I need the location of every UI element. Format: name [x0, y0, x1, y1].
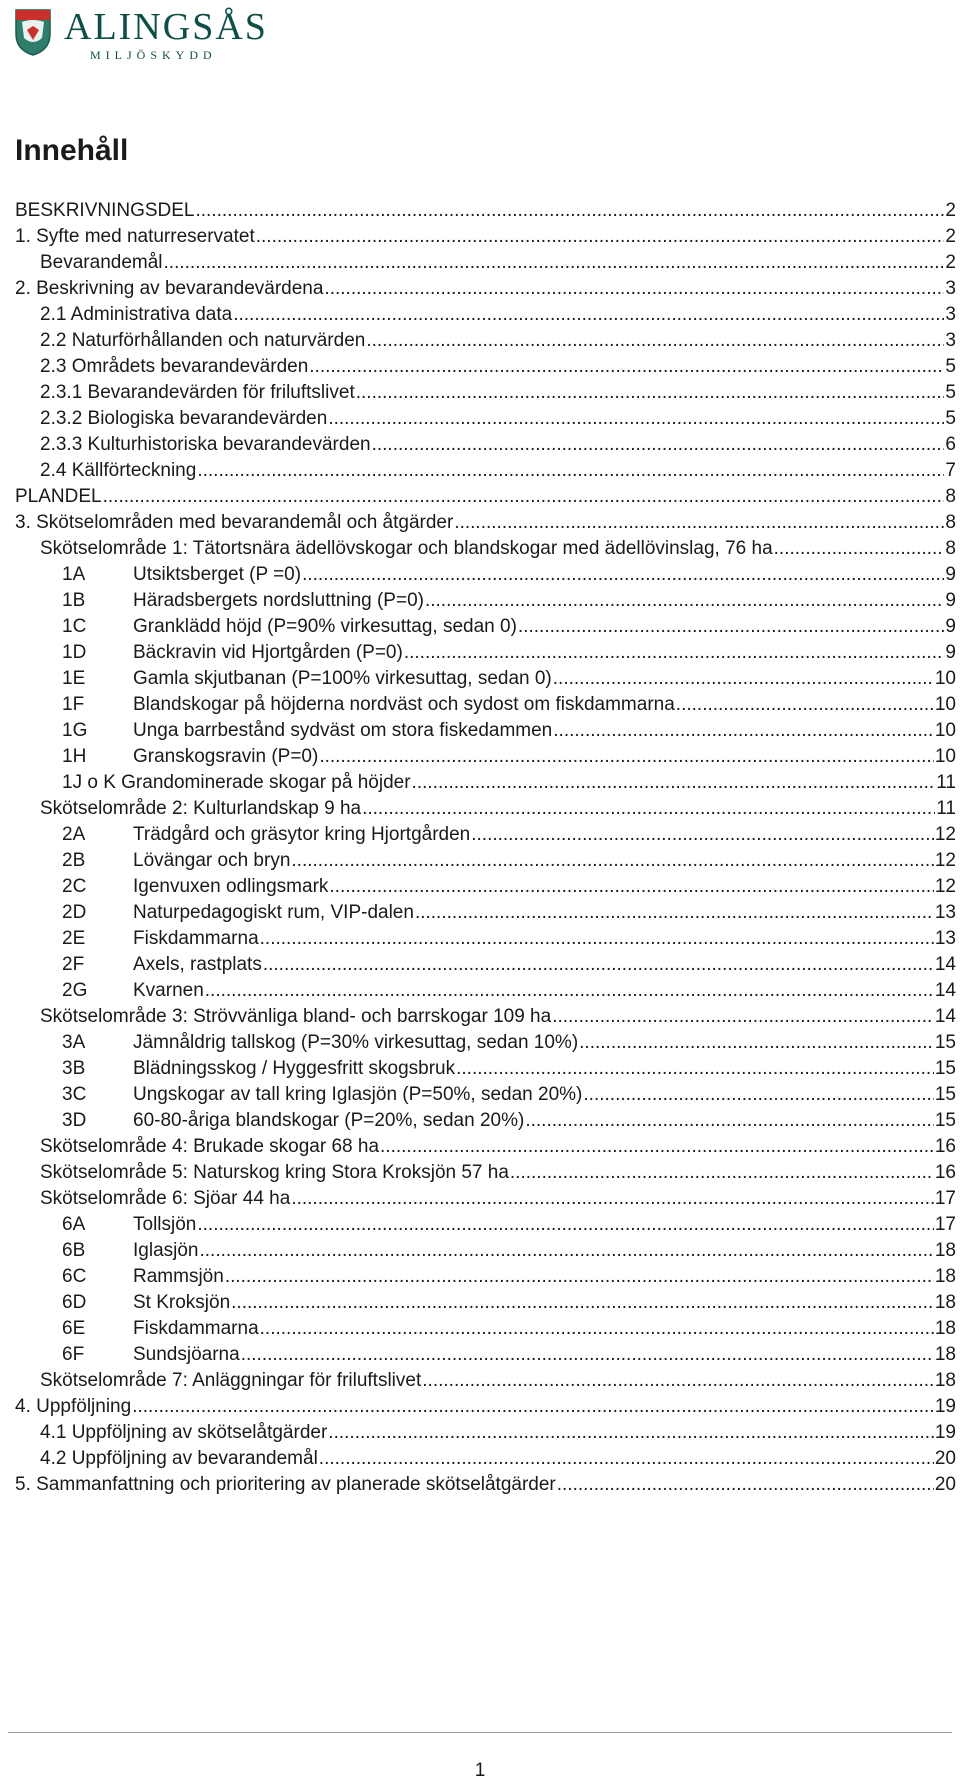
- toc-entry-page: 13: [934, 902, 956, 923]
- toc-entry-title: Igenvuxen odlingsmark: [133, 876, 329, 897]
- toc-entry-page: 13: [934, 928, 956, 949]
- toc-entry-title: Skötselområde 6: Sjöar 44 ha: [40, 1188, 291, 1209]
- toc-entry-page: 15: [934, 1032, 956, 1053]
- toc-entry-title: St Kroksjön: [133, 1292, 231, 1313]
- toc-entry-code: 1A: [62, 564, 86, 585]
- toc-entry-title: Sundsjöarna: [133, 1344, 240, 1365]
- footer-divider: [8, 1732, 952, 1733]
- toc-entry-code: 2G: [62, 980, 88, 1001]
- toc-entry-title: Bevarandemål: [40, 252, 163, 273]
- toc-entry[interactable]: [15, 1368, 956, 1394]
- toc-entry-title: 2.1 Administrativa data: [40, 304, 233, 325]
- dot-leader: [319, 1446, 934, 1472]
- toc-entry-title: Unga barrbestånd sydväst om stora fiskedammen: [133, 720, 553, 741]
- dot-leader: [197, 1212, 933, 1238]
- toc-entry[interactable]: [15, 1134, 956, 1160]
- toc-entry-title: 60-80-åriga blandskogar (P=20%, sedan 20%): [133, 1110, 525, 1131]
- toc-entry-page: 18: [934, 1266, 956, 1287]
- dot-leader: [328, 406, 944, 432]
- dot-leader: [263, 952, 934, 978]
- toc-entry-page: 11: [936, 772, 956, 793]
- dot-leader: [380, 1134, 934, 1160]
- dot-leader: [319, 744, 934, 770]
- toc-entry-code: 2B: [62, 850, 86, 871]
- dot-leader: [372, 432, 945, 458]
- dot-leader: [676, 692, 934, 718]
- toc-entry-page: 7: [945, 460, 956, 481]
- toc-entry-title: Gamla skjutbanan (P=100% virkesuttag, sedan 0): [133, 668, 552, 689]
- toc-entry-code: 3D: [62, 1110, 87, 1131]
- toc-entry-code: 6C: [62, 1266, 87, 1287]
- toc-entry[interactable]: [15, 1004, 956, 1030]
- toc-entry-title: Trädgård och gräsytor kring Hjortgården: [133, 824, 471, 845]
- toc-entry-code: 1E: [62, 668, 86, 689]
- toc-entry[interactable]: [15, 1030, 956, 1056]
- toc-entry-title: Granskogsravin (P=0): [133, 746, 319, 767]
- toc-entry[interactable]: [15, 328, 956, 354]
- toc-entry-page: 15: [934, 1058, 956, 1079]
- dot-leader: [774, 536, 945, 562]
- dot-leader: [583, 1082, 933, 1108]
- toc-entry-page: 11: [936, 798, 956, 819]
- toc-entry-page: 8: [945, 512, 956, 533]
- toc-entry-page: 2: [945, 252, 956, 273]
- toc-entry-title: Tollsjön: [133, 1214, 197, 1235]
- toc-entry[interactable]: [15, 770, 956, 796]
- toc-entry[interactable]: [15, 614, 956, 640]
- toc-entry-title: Naturpedagogiskt rum, VIP-dalen: [133, 902, 414, 923]
- toc-entry[interactable]: [15, 198, 956, 224]
- toc-entry[interactable]: [15, 1056, 956, 1082]
- toc-entry-page: 3: [945, 304, 956, 325]
- toc-entry[interactable]: [15, 1446, 956, 1472]
- toc-entry-title: Granklädd höjd (P=90% virkesuttag, sedan 0): [133, 616, 517, 637]
- page-number: 1: [474, 1760, 486, 1781]
- toc-entry-title: 2.3.3 Kulturhistoriska bevarandevärden: [40, 434, 371, 455]
- toc-entry[interactable]: [15, 432, 956, 458]
- toc-entry-title: Blädningsskog / Hyggesfritt skogsbruk: [133, 1058, 456, 1079]
- toc-entry-page: 18: [934, 1370, 956, 1391]
- toc-entry-page: 5: [945, 408, 956, 429]
- toc-entry[interactable]: [15, 1316, 956, 1342]
- toc-entry-title: Skötselområde 2: Kulturlandskap 9 ha: [40, 798, 362, 819]
- toc-entry-title: Häradsbergets nordsluttning (P=0): [133, 590, 424, 611]
- toc-entry-code: 2E: [62, 928, 86, 949]
- dot-leader: [328, 1420, 934, 1446]
- toc-entry-code: 6A: [62, 1214, 86, 1235]
- toc-entry-page: 14: [934, 1006, 956, 1027]
- toc-entry-page: 10: [934, 720, 956, 741]
- dot-leader: [260, 1316, 934, 1342]
- toc-entry[interactable]: [15, 224, 956, 250]
- toc-entry-page: 18: [934, 1292, 956, 1313]
- dot-leader: [196, 198, 945, 224]
- toc-entry-code: 3B: [62, 1058, 86, 1079]
- toc-entry[interactable]: [15, 744, 956, 770]
- toc-entry[interactable]: [15, 484, 956, 510]
- dot-leader: [454, 510, 944, 536]
- toc-entry[interactable]: [15, 1394, 956, 1420]
- dot-leader: [456, 1056, 934, 1082]
- toc-entry-page: 10: [934, 668, 956, 689]
- toc-entry-page: 9: [945, 616, 956, 637]
- toc-entry-title: Bäckravin vid Hjortgården (P=0): [133, 642, 403, 663]
- toc-entry[interactable]: [15, 666, 956, 692]
- dot-leader: [329, 874, 933, 900]
- toc-entry[interactable]: [15, 1160, 956, 1186]
- toc-entry-page: 8: [945, 538, 956, 559]
- toc-entry-code: 2D: [62, 902, 87, 923]
- toc-entry-code: 6D: [62, 1292, 87, 1313]
- toc-entry[interactable]: [15, 1082, 956, 1108]
- dot-leader: [362, 796, 935, 822]
- toc-entry-page: 16: [934, 1136, 956, 1157]
- toc-entry-title: Lövängar och bryn: [133, 850, 291, 871]
- toc-entry-code: 2A: [62, 824, 86, 845]
- toc-entry[interactable]: [15, 848, 956, 874]
- toc-entry-title: 2.2 Naturförhållanden och naturvärden: [40, 330, 366, 351]
- dot-leader: [103, 484, 945, 510]
- toc-entry[interactable]: [15, 302, 956, 328]
- toc-entry-page: 10: [934, 694, 956, 715]
- toc-entry-code: 1G: [62, 720, 88, 741]
- dot-leader: [579, 1030, 934, 1056]
- toc-entry-page: 3: [945, 278, 956, 299]
- toc-entry[interactable]: [15, 1186, 956, 1212]
- dot-leader: [205, 978, 934, 1004]
- toc-entry[interactable]: [15, 1420, 956, 1446]
- toc-entry-title: Kvarnen: [133, 980, 204, 1001]
- toc-entry-page: 6: [945, 434, 956, 455]
- toc-entry[interactable]: [15, 952, 956, 978]
- toc-entry-title: 5. Sammanfattning och prioritering av planerade skötselåtgärder: [15, 1474, 556, 1495]
- toc-entry-page: 17: [934, 1188, 956, 1209]
- dot-leader: [256, 224, 945, 250]
- toc-entry[interactable]: [15, 692, 956, 718]
- toc-entry-title: Iglasjön: [133, 1240, 199, 1261]
- toc-entry-page: 2: [945, 200, 956, 221]
- dot-leader: [302, 562, 944, 588]
- toc-entry-title: Skötselområde 1: Tätortsnära ädellövskogar och blandskogar med ädellövinslag, 76 ha: [40, 538, 773, 559]
- toc-entry[interactable]: [15, 250, 956, 276]
- dot-leader: [518, 614, 945, 640]
- toc-entry[interactable]: [15, 380, 956, 406]
- toc-entry-page: 20: [934, 1448, 956, 1469]
- dot-leader: [471, 822, 934, 848]
- dot-leader: [553, 718, 934, 744]
- toc-entry-title: 2.3.1 Bevarandevärden för friluftslivet: [40, 382, 355, 403]
- toc-entry-title: Blandskogar på höjderna nordväst och sydost om fiskdammarna: [133, 694, 675, 715]
- toc-entry-title: Skötselområde 5: Naturskog kring Stora Kroksjön 57 ha: [40, 1162, 509, 1183]
- toc-entry-title: Skötselområde 4: Brukade skogar 68 ha: [40, 1136, 380, 1157]
- toc-entry-code: 1D: [62, 642, 87, 663]
- toc-entry[interactable]: [15, 1108, 956, 1134]
- dot-leader: [200, 1238, 934, 1264]
- toc-entry[interactable]: [15, 718, 956, 744]
- toc-entry-title: Skötselområde 7: Anläggningar för friluftslivet: [40, 1370, 422, 1391]
- toc-entry-code: 6F: [62, 1344, 85, 1365]
- toc-entry[interactable]: [15, 796, 956, 822]
- dot-leader: [525, 1108, 934, 1134]
- toc-entry-page: 15: [934, 1084, 956, 1105]
- dot-leader: [164, 250, 945, 276]
- toc-entry-title: 1J o K Grandominerade skogar på höjder: [62, 772, 411, 793]
- dot-leader: [552, 1004, 934, 1030]
- toc-entry-page: 12: [934, 824, 956, 845]
- toc-entry-title: Skötselområde 3: Strövvänliga bland- och barrskogar 109 ha: [40, 1006, 552, 1027]
- toc-entry[interactable]: [15, 510, 956, 536]
- toc-entry-title: 4. Uppföljning: [15, 1396, 132, 1417]
- toc-entry-code: 2F: [62, 954, 85, 975]
- page-title: Innehåll: [15, 134, 129, 167]
- toc-entry-page: 9: [945, 564, 956, 585]
- toc-entry-title: Fiskdammarna: [133, 1318, 259, 1339]
- toc-entry[interactable]: [15, 354, 956, 380]
- toc-entry[interactable]: [15, 640, 956, 666]
- toc-entry-code: 3A: [62, 1032, 86, 1053]
- toc-entry-title: 1. Syfte med naturreservatet: [15, 226, 255, 247]
- dot-leader: [553, 666, 934, 692]
- toc-entry-code: 6B: [62, 1240, 86, 1261]
- alingsas-logo: [14, 6, 268, 62]
- dot-leader: [231, 1290, 934, 1316]
- toc-entry-page: 19: [934, 1422, 956, 1443]
- toc-entry-title: Jämnåldrig tallskog (P=30% virkesuttag, sedan 10%): [133, 1032, 579, 1053]
- toc-entry-page: 18: [934, 1344, 956, 1365]
- toc-entry[interactable]: [15, 588, 956, 614]
- toc-entry-page: 5: [945, 382, 956, 403]
- toc-entry-title: Rammsjön: [133, 1266, 224, 1287]
- toc-entry-page: 18: [934, 1240, 956, 1261]
- toc-entry-page: 14: [934, 980, 956, 1001]
- toc-entry-page: 19: [934, 1396, 956, 1417]
- dot-leader: [260, 926, 934, 952]
- dot-leader: [425, 588, 944, 614]
- dot-leader: [510, 1160, 934, 1186]
- toc-entry-title: 2.3 Områdets bevarandevärden: [40, 356, 309, 377]
- dot-leader: [241, 1342, 934, 1368]
- toc-entry-title: Utsiktsberget (P =0): [133, 564, 302, 585]
- toc-entry[interactable]: [15, 276, 956, 302]
- toc-entry-code: 3C: [62, 1084, 87, 1105]
- toc-entry-title: PLANDEL: [15, 486, 102, 507]
- toc-entry-page: 8: [945, 486, 956, 507]
- toc-entry-code: 1C: [62, 616, 87, 637]
- toc-entry[interactable]: [15, 1342, 956, 1368]
- dot-leader: [197, 458, 944, 484]
- toc-entry[interactable]: [15, 536, 956, 562]
- toc-entry-code: 1B: [62, 590, 86, 611]
- dot-leader: [291, 1186, 934, 1212]
- dot-leader: [422, 1368, 934, 1394]
- dot-leader: [415, 900, 934, 926]
- toc-entry-title: Ungskogar av tall kring Iglasjön (P=50%, sedan 20%): [133, 1084, 583, 1105]
- toc-entry[interactable]: [15, 874, 956, 900]
- dot-leader: [404, 640, 945, 666]
- dot-leader: [412, 770, 936, 796]
- toc-entry-code: 1H: [62, 746, 87, 767]
- toc-entry-page: 10: [934, 746, 956, 767]
- dot-leader: [225, 1264, 934, 1290]
- toc-entry-title: 2. Beskrivning av bevarandevärdena: [15, 278, 324, 299]
- coat-of-arms-icon: [14, 8, 52, 56]
- toc-entry-page: 15: [934, 1110, 956, 1131]
- toc-entry-page: 5: [945, 356, 956, 377]
- toc-entry-page: 12: [934, 850, 956, 871]
- dot-leader: [309, 354, 944, 380]
- toc-entry-title: 4.1 Uppföljning av skötselåtgärder: [40, 1422, 328, 1443]
- toc-entry[interactable]: [15, 978, 956, 1004]
- toc-entry-page: 20: [934, 1474, 956, 1495]
- toc-entry-code: 2C: [62, 876, 87, 897]
- toc-entry-title: Axels, rastplats: [133, 954, 262, 975]
- logo-name: ALINGSÅS: [64, 6, 268, 48]
- toc-entry-page: 2: [945, 226, 956, 247]
- toc-entry[interactable]: [15, 458, 956, 484]
- dot-leader: [366, 328, 944, 354]
- toc-entry[interactable]: [15, 822, 956, 848]
- toc-entry[interactable]: [15, 1238, 956, 1264]
- toc-entry-page: 16: [934, 1162, 956, 1183]
- toc-entry-code: 6E: [62, 1318, 86, 1339]
- toc-entry[interactable]: [15, 1472, 956, 1498]
- table-of-contents: [15, 198, 956, 1498]
- toc-entry-title: 4.2 Uppföljning av bevarandemål: [40, 1448, 318, 1469]
- toc-entry[interactable]: [15, 562, 956, 588]
- toc-entry[interactable]: [15, 406, 956, 432]
- dot-leader: [324, 276, 944, 302]
- toc-entry[interactable]: [15, 926, 956, 952]
- toc-entry-page: 9: [945, 642, 956, 663]
- toc-entry[interactable]: [15, 1290, 956, 1316]
- toc-entry-title: 3. Skötselområden med bevarandemål och åtgärder: [15, 512, 454, 533]
- toc-entry-title: 2.3.2 Biologiska bevarandevärden: [40, 408, 328, 429]
- toc-entry[interactable]: [15, 900, 956, 926]
- logo-subtitle: MILJÖSKYDD: [90, 48, 217, 62]
- toc-entry-page: 14: [934, 954, 956, 975]
- toc-entry-page: 9: [945, 590, 956, 611]
- dot-leader: [291, 848, 933, 874]
- toc-entry-title: Fiskdammarna: [133, 928, 259, 949]
- toc-entry-page: 17: [934, 1214, 956, 1235]
- dot-leader: [557, 1472, 934, 1498]
- toc-entry-title: BESKRIVNINGSDEL: [15, 200, 195, 221]
- toc-entry[interactable]: [15, 1264, 956, 1290]
- toc-entry[interactable]: [15, 1212, 956, 1238]
- toc-entry-title: 2.4 Källförteckning: [40, 460, 197, 481]
- toc-entry-page: 3: [945, 330, 956, 351]
- toc-entry-code: 1F: [62, 694, 85, 715]
- toc-entry-page: 18: [934, 1318, 956, 1339]
- dot-leader: [132, 1394, 934, 1420]
- dot-leader: [233, 302, 944, 328]
- dot-leader: [356, 380, 945, 406]
- toc-entry-page: 12: [934, 876, 956, 897]
